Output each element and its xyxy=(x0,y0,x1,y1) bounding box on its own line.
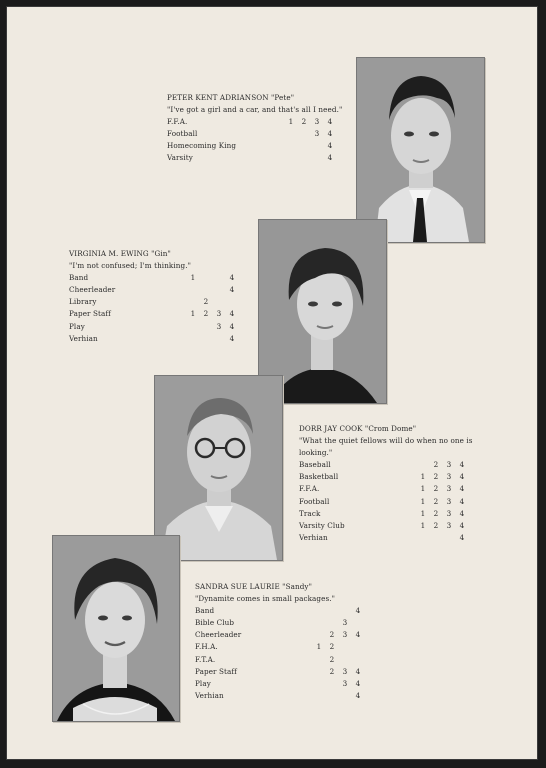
activity-year: 4 xyxy=(459,508,465,518)
activity-year: 4 xyxy=(355,690,361,700)
activity-row xyxy=(195,605,375,617)
activity-row xyxy=(69,333,249,345)
activity-year: 4 xyxy=(355,606,361,616)
activity-row xyxy=(299,520,479,532)
activity-label: Paper Staff xyxy=(69,309,111,319)
activity-row xyxy=(69,321,249,333)
activity-year: 2 xyxy=(433,460,439,470)
activity-row xyxy=(195,641,375,653)
activity-year: 4 xyxy=(355,678,361,688)
activity-year: 1 xyxy=(190,309,196,319)
portrait-photo-peter xyxy=(356,57,485,243)
activity-year: 3 xyxy=(342,618,348,628)
activity-label: F.H.A. xyxy=(195,642,218,652)
activity-label: Band xyxy=(69,273,89,283)
activity-label: F.F.A. xyxy=(167,117,188,127)
activity-year: 3 xyxy=(446,508,452,518)
activity-label: Football xyxy=(299,496,330,506)
activity-year: 2 xyxy=(329,642,335,652)
student-name: SANDRA SUE LAURIE "Sandy" xyxy=(195,582,312,591)
activity-label: Verhian xyxy=(69,333,98,343)
activity-list xyxy=(195,605,375,702)
activity-label: Library xyxy=(69,297,97,307)
activity-year: 4 xyxy=(459,460,465,470)
activity-year: 4 xyxy=(327,153,333,163)
activity-year: 4 xyxy=(459,496,465,506)
activity-year: 4 xyxy=(229,309,235,319)
activity-label: Play xyxy=(69,321,85,331)
activity-year: 2 xyxy=(203,309,209,319)
senior-entry-virginia xyxy=(69,248,249,345)
activity-year: 3 xyxy=(446,460,452,470)
student-name: DORR JAY COOK "Crom Dome" xyxy=(299,424,417,433)
activity-row xyxy=(195,617,375,629)
activity-year: 1 xyxy=(288,117,294,127)
activity-label: Verhian xyxy=(195,690,224,700)
activity-label: F.T.A. xyxy=(195,654,216,664)
activity-row xyxy=(167,140,347,152)
activity-year: 2 xyxy=(433,520,439,530)
activity-year: 3 xyxy=(216,309,222,319)
student-quote: "What the quiet fellows will do when no one is looking." xyxy=(299,436,473,458)
senior-entry-peter xyxy=(167,92,347,165)
activity-year: 2 xyxy=(433,496,439,506)
activity-year: 1 xyxy=(420,520,426,530)
student-name: PETER KENT ADRIANSON "Pete" xyxy=(167,93,295,102)
activity-label: Homecoming King xyxy=(167,141,237,151)
activity-label: Paper Staff xyxy=(195,666,237,676)
activity-row xyxy=(167,152,347,164)
activity-label: Varsity Club xyxy=(299,520,345,530)
activity-year: 4 xyxy=(229,321,235,331)
activity-year: 2 xyxy=(433,472,439,482)
activity-label: Play xyxy=(195,678,211,688)
activity-row xyxy=(299,471,479,483)
activity-year: 2 xyxy=(329,630,335,640)
activity-year: 4 xyxy=(327,141,333,151)
activity-year: 2 xyxy=(301,117,307,127)
activity-year: 3 xyxy=(446,496,452,506)
yearbook-page xyxy=(6,6,538,760)
activity-row xyxy=(195,690,375,702)
activity-label: Bible Club xyxy=(195,618,235,628)
activity-year: 4 xyxy=(459,472,465,482)
activity-year: 3 xyxy=(446,472,452,482)
activity-row xyxy=(69,296,249,308)
activity-row xyxy=(167,116,347,128)
activity-year: 3 xyxy=(314,129,320,139)
activity-row xyxy=(195,654,375,666)
senior-entry-dorr xyxy=(299,423,479,544)
activity-year: 4 xyxy=(355,630,361,640)
activity-year: 4 xyxy=(459,532,465,542)
activity-year: 2 xyxy=(203,297,209,307)
activity-year: 2 xyxy=(433,484,439,494)
activity-year: 1 xyxy=(316,642,322,652)
activity-year: 3 xyxy=(446,520,452,530)
student-quote: "I'm not confused; I'm thinking." xyxy=(69,261,192,271)
activity-label: Cheerleader xyxy=(195,630,242,640)
activity-row xyxy=(195,678,375,690)
activity-label: Band xyxy=(195,606,215,616)
activity-year: 4 xyxy=(229,273,235,283)
portrait-photo-sandra xyxy=(52,535,180,722)
activity-year: 4 xyxy=(229,333,235,343)
activity-label: F.F.A. xyxy=(299,484,320,494)
student-quote: "Dynamite comes in small packages." xyxy=(195,594,336,604)
activity-row xyxy=(299,532,479,544)
activity-label: Baseball xyxy=(299,460,331,470)
activity-row xyxy=(195,666,375,678)
activity-row xyxy=(299,483,479,495)
senior-entry-sandra xyxy=(195,581,375,702)
activity-label: Varsity xyxy=(167,153,193,163)
student-quote: "I've got a girl and a car, and that's all I need." xyxy=(167,105,343,115)
activity-year: 3 xyxy=(216,321,222,331)
activity-year: 1 xyxy=(420,472,426,482)
activity-list xyxy=(167,116,347,164)
activity-label: Cheerleader xyxy=(69,285,116,295)
activity-row xyxy=(69,284,249,296)
activity-year: 1 xyxy=(420,484,426,494)
activity-row xyxy=(69,272,249,284)
activity-label: Football xyxy=(167,129,198,139)
activity-year: 4 xyxy=(459,484,465,494)
activity-label: Basketball xyxy=(299,472,339,482)
activity-row xyxy=(299,496,479,508)
activity-row xyxy=(299,459,479,471)
activity-year: 3 xyxy=(342,630,348,640)
activity-year: 4 xyxy=(327,129,333,139)
activity-label: Verhian xyxy=(299,532,328,542)
student-name: VIRGINIA M. EWING "Gin" xyxy=(69,249,171,258)
activity-list xyxy=(69,272,249,345)
activity-year: 2 xyxy=(329,666,335,676)
activity-year: 4 xyxy=(327,117,333,127)
activity-row xyxy=(299,508,479,520)
portrait-photo-dorr xyxy=(154,375,283,561)
activity-year: 1 xyxy=(190,273,196,283)
activity-year: 4 xyxy=(229,285,235,295)
activity-list xyxy=(299,459,479,544)
activity-year: 3 xyxy=(342,678,348,688)
activity-row xyxy=(167,128,347,140)
activity-label: Track xyxy=(299,508,321,518)
activity-year: 3 xyxy=(314,117,320,127)
activity-year: 3 xyxy=(446,484,452,494)
activity-row xyxy=(69,308,249,320)
activity-year: 4 xyxy=(459,520,465,530)
activity-year: 3 xyxy=(342,666,348,676)
activity-row xyxy=(195,629,375,641)
activity-year: 1 xyxy=(420,496,426,506)
activity-year: 1 xyxy=(420,508,426,518)
activity-year: 2 xyxy=(433,508,439,518)
activity-year: 2 xyxy=(329,654,335,664)
activity-year: 4 xyxy=(355,666,361,676)
